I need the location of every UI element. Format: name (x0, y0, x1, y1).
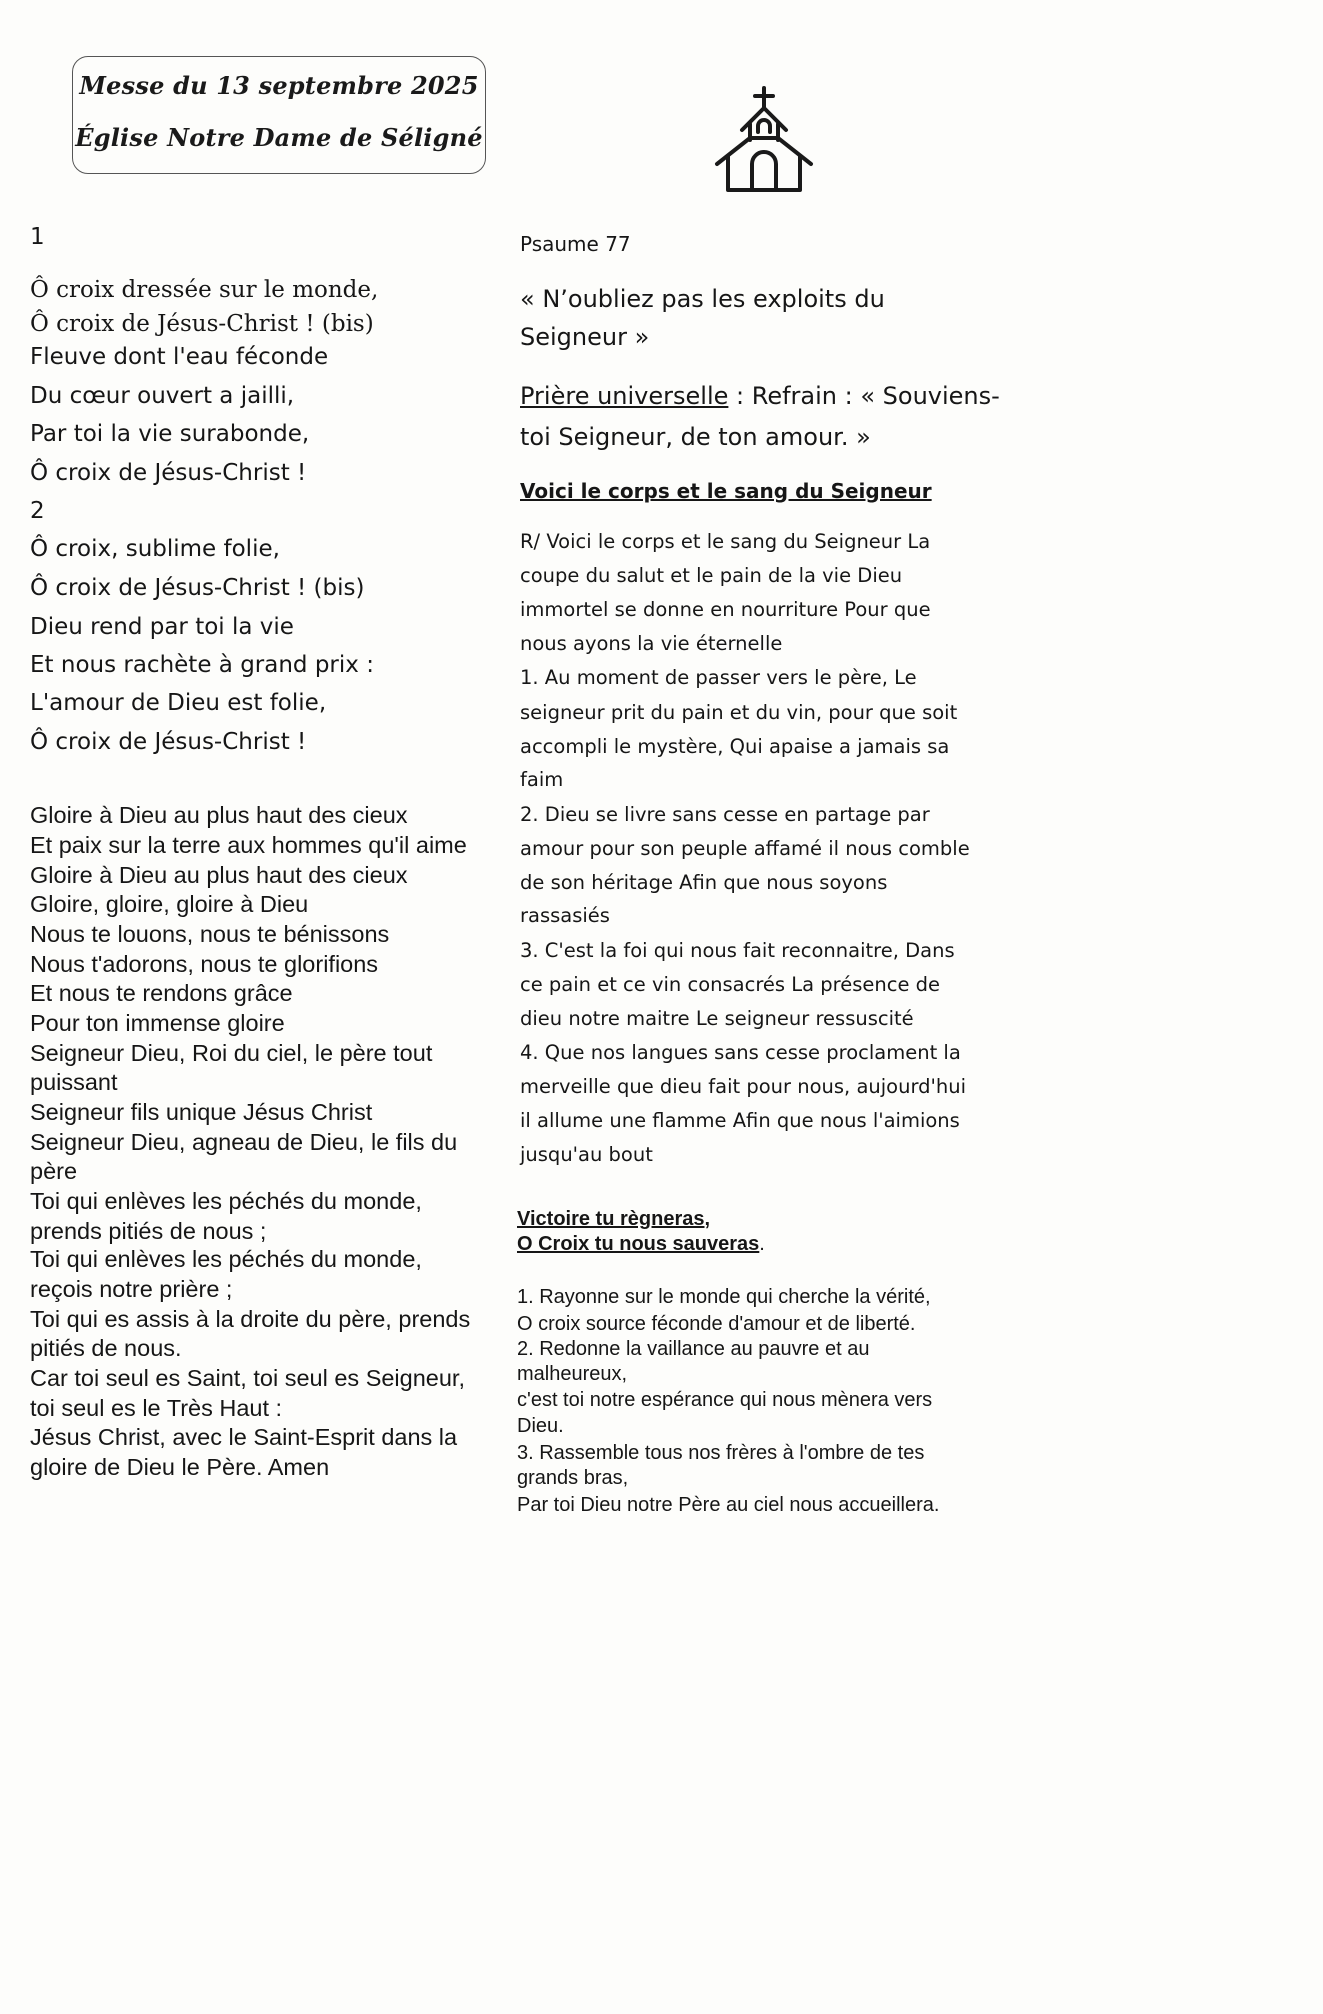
verse-number: 2 (30, 498, 45, 524)
gloria-line: Gloire à Dieu au plus haut des cieux (30, 862, 408, 888)
gloria-line: Seigneur fils unique Jésus Christ (30, 1099, 373, 1125)
gloria-line: Nous te louons, nous te bénissons (30, 921, 390, 947)
church-name-title: Église Notre Dame de Séligné (75, 123, 483, 152)
communion-line: accompli le mystère, Qui apaise a jamais sa (520, 735, 950, 758)
gloria-line: pitiés de nous. (30, 1335, 182, 1361)
communion-line: ce pain et ce vin consacrés La présence de (520, 973, 941, 996)
communion-line: nous ayons la vie éternelle (520, 632, 783, 655)
gloria-line: Et paix sur la terre aux hommes qu'il aime (30, 832, 467, 858)
victoire-line: O croix source féconde d'amour et de liberté. (517, 1313, 916, 1335)
hymn-line: Et nous rachète à grand prix : (30, 652, 374, 678)
prayer-refrain-line: toi Seigneur, de ton amour. » (520, 423, 871, 451)
victoire-line: Par toi Dieu notre Père au ciel nous accueillera. (517, 1494, 940, 1516)
victoire-line: grands bras, (517, 1467, 629, 1489)
psalm-refrain-line: Seigneur » (520, 323, 650, 351)
mass-date-title: Messe du 13 septembre 2025 (79, 71, 479, 100)
gloria-line: Toi qui enlèves les péchés du monde, (30, 1246, 422, 1272)
gloria-line: Toi qui enlèves les péchés du monde, (30, 1188, 422, 1214)
church-icon (714, 86, 814, 194)
communion-line: merveille que dieu fait pour nous, aujourd'hui (520, 1075, 967, 1098)
victoire-title-line2: O Croix tu nous sauveras (517, 1233, 760, 1255)
communion-line: 4. Que nos langues sans cesse proclament la (520, 1041, 961, 1064)
victoire-line: 1. Rayonne sur le monde qui cherche la vérité, (517, 1286, 931, 1308)
hymn-line: L'amour de Dieu est folie, (30, 690, 327, 716)
victoire-line: malheureux, (517, 1363, 628, 1385)
hymn-line: Ô croix de Jésus-Christ ! (bis) (30, 575, 365, 601)
communion-line: jusqu'au bout (520, 1143, 653, 1166)
gloria-line: Gloire à Dieu au plus haut des cieux (30, 802, 408, 828)
communion-line: immortel se donne en nourriture Pour que (520, 598, 931, 621)
prayer-label: Prière universelle (520, 382, 729, 410)
hymn-line: Ô croix de Jésus-Christ ! (bis) (30, 311, 374, 337)
gloria-line: reçois notre prière ; (30, 1276, 233, 1302)
communion-line: rassasiés (520, 904, 610, 927)
psalm-title: Psaume 77 (520, 232, 631, 256)
communion-line: R/ Voici le corps et le sang du Seigneur La (520, 530, 931, 553)
gloria-line: prends pitiés de nous ; (30, 1218, 267, 1244)
communion-line: faim (520, 768, 564, 791)
gloria-line: Seigneur Dieu, Roi du ciel, le père tout (30, 1040, 433, 1066)
hymn-line: Fleuve dont l'eau féconde (30, 344, 329, 370)
communion-line: amour pour son peuple affamé il nous comble (520, 837, 970, 860)
communion-line: il allume une flamme Afin que nous l'aimions (520, 1109, 960, 1132)
header-box (72, 56, 486, 174)
communion-line: 1. Au moment de passer vers le père, Le (520, 666, 917, 689)
communion-line: seigneur prit du pain et du vin, pour que soit (520, 701, 958, 724)
gloria-line: Nous t'adorons, nous te glorifions (30, 951, 379, 977)
hymn-line: Ô croix de Jésus-Christ ! (30, 460, 307, 486)
victoire-line: Dieu. (517, 1415, 564, 1437)
hymn-line: Par toi la vie surabonde, (30, 421, 310, 447)
gloria-line: puissant (30, 1069, 118, 1095)
prayer-refrain-text: : Refrain : « Souviens- (728, 382, 1000, 410)
hymn-line: Du cœur ouvert a jailli, (30, 383, 295, 409)
gloria-line: père (30, 1158, 78, 1184)
gloria-line: Pour ton immense gloire (30, 1010, 285, 1036)
gloria-line: Seigneur Dieu, agneau de Dieu, le fils du (30, 1129, 458, 1155)
hymn-line: Dieu rend par toi la vie (30, 614, 294, 640)
psalm-refrain-line: « N’oubliez pas les exploits du (520, 285, 885, 313)
communion-line: de son héritage Afin que nous soyons (520, 871, 888, 894)
prayer-refrain-line (520, 382, 1000, 410)
gloria-line: Jésus Christ, avec le Saint-Esprit dans la (30, 1424, 458, 1450)
victoire-line: c'est toi notre espérance qui nous mènera vers (517, 1389, 933, 1411)
hymn-line: Ô croix, sublime folie, (30, 536, 280, 562)
gloria-line: toi seul es le Très Haut : (30, 1395, 283, 1421)
victoire-line: 2. Redonne la vaillance au pauvre et au (517, 1338, 870, 1360)
victoire-title-end: . (759, 1233, 765, 1255)
communion-line: dieu notre maitre Le seigneur ressuscité (520, 1007, 914, 1030)
communion-line: 3. C'est la foi qui nous fait reconnaitre, Dans (520, 939, 955, 962)
victoire-title (517, 1233, 765, 1256)
victoire-line: 3. Rassemble tous nos frères à l'ombre de tes (517, 1442, 925, 1464)
victoire-title: Victoire tu règneras, (517, 1208, 711, 1230)
communion-line: 2. Dieu se livre sans cesse en partage par (520, 803, 930, 826)
gloria-line: Car toi seul es Saint, toi seul es Seigneur, (30, 1365, 465, 1391)
gloria-line: Gloire, gloire, gloire à Dieu (30, 891, 309, 917)
communion-line: coupe du salut et le pain de la vie Dieu (520, 564, 903, 587)
hymn-line: Ô croix dressée sur le monde, (30, 277, 379, 303)
communion-title: Voici le corps et le sang du Seigneur (520, 479, 932, 503)
gloria-line: Et nous te rendons grâce (30, 980, 293, 1006)
verse-number: 1 (30, 224, 45, 250)
hymn-line: Ô croix de Jésus-Christ ! (30, 729, 307, 755)
gloria-line: Toi qui es assis à la droite du père, prends (30, 1306, 471, 1332)
gloria-line: gloire de Dieu le Père. Amen (30, 1454, 330, 1480)
